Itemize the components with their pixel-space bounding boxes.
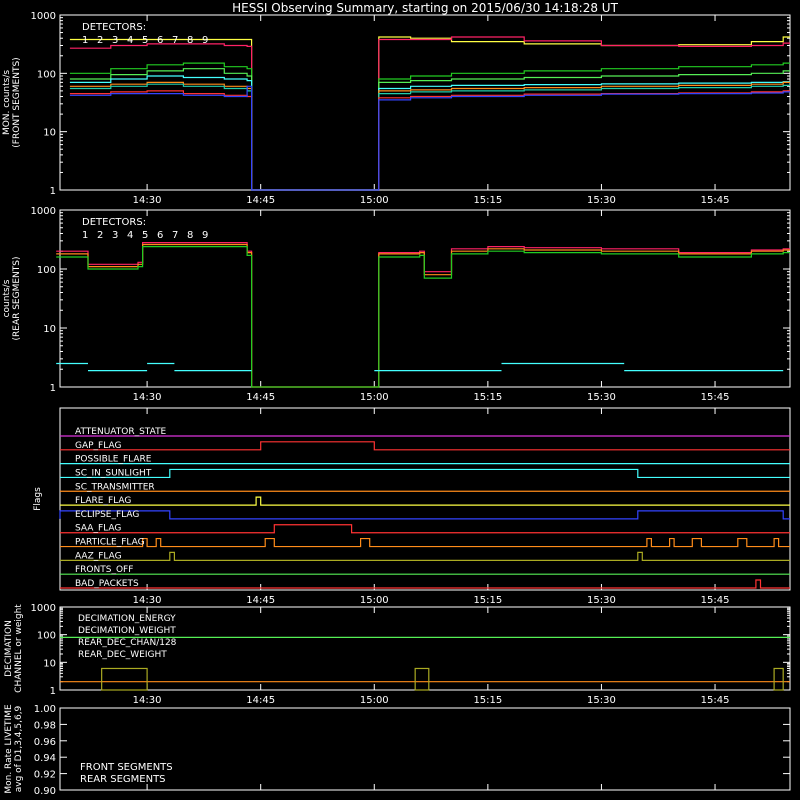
decimation-ytick-label: 1	[49, 686, 56, 697]
front-series-1	[70, 37, 790, 190]
rear-legend-label: 3	[112, 230, 119, 241]
livetime-ytick-label: 0.98	[33, 720, 56, 732]
front-ylabel	[2, 57, 22, 147]
flag-label: SAA_FLAG	[75, 523, 122, 534]
flag-row	[60, 524, 790, 534]
livetime-legend-label: FRONT SEGMENTS	[80, 762, 173, 773]
livetime-ylabel-line: avg of D1,3,4,5,6,9	[14, 705, 24, 793]
front-legend-label: 3	[112, 35, 119, 46]
decimation-ylabel	[4, 604, 24, 693]
rear-ylabel-line: counts/s	[2, 279, 12, 318]
flags-ylabel-line: Flags	[33, 487, 43, 511]
rear-series-2	[56, 245, 790, 388]
flag-label: SC_IN_SUNLIGHT	[75, 468, 152, 479]
decimation-xtick-label: 15:45	[700, 695, 730, 706]
flag-label: FLARE_FLAG	[75, 496, 132, 507]
flags-xtick-label: 14:30	[132, 595, 162, 606]
front-ytick-label: 10	[43, 127, 56, 139]
decimation-ytick-label: 10	[43, 658, 56, 670]
front-series-6	[70, 82, 790, 190]
flag-row	[60, 441, 790, 451]
front-legend-label: 6	[157, 35, 164, 46]
rear-ytick-label: 100	[36, 265, 56, 276]
flag-row	[60, 538, 790, 548]
rear-legend-title: DETECTORS:	[82, 217, 147, 228]
flag-label: SC_TRANSMITTER	[75, 482, 155, 493]
rear-ylabel-line: (REAR SEGMENTS)	[12, 256, 22, 341]
flag-label: AAZ_FLAG	[75, 551, 122, 562]
flag-row	[60, 468, 790, 478]
rear-panel-frame	[60, 210, 790, 387]
flag-trace	[60, 580, 790, 588]
rear-legend-label: 6	[157, 230, 164, 241]
front-series-8	[70, 91, 790, 190]
rear-legend-label: 7	[172, 230, 179, 241]
livetime-ytick-label: 0.96	[33, 736, 56, 748]
decimation-ytick-label: 100	[36, 630, 56, 642]
flags-panel-frame	[60, 408, 790, 590]
flag-label: GAP_FLAG	[75, 440, 122, 451]
flag-label: BAD_PACKETS	[75, 579, 139, 589]
livetime-ylabel	[4, 704, 24, 794]
flag-label: FRONTS_OFF	[75, 565, 134, 576]
rear-legend-label: 1	[82, 230, 89, 241]
front-series-9	[70, 86, 790, 190]
front-series-7	[70, 84, 790, 190]
rear-ytick-label: 10	[43, 324, 56, 335]
rear-series-3	[56, 247, 790, 387]
rear-ylabel	[2, 256, 22, 340]
flag-row	[60, 551, 790, 561]
front-xtick-label: 15:00	[359, 195, 389, 206]
front-xtick-label: 14:45	[246, 195, 276, 206]
rear-dec-weight-box	[102, 668, 147, 690]
flag-row	[60, 482, 790, 492]
flag-trace	[60, 511, 790, 519]
decimation-legend-label: DECIMATION_WEIGHT	[78, 626, 176, 636]
livetime-legend-label: REAR SEGMENTS	[80, 774, 166, 785]
front-legend-label: 9	[202, 35, 209, 46]
rear-xtick-label: 15:45	[700, 392, 730, 403]
flag-trace	[60, 525, 790, 533]
rear-series-1	[56, 243, 790, 387]
front-legend-label: 2	[97, 35, 104, 46]
flag-trace	[60, 442, 790, 450]
decimation-xtick-label: 15:30	[587, 695, 616, 706]
rear-series-low-counts	[56, 364, 783, 371]
decimation-ylabel-line: DECIMATION	[4, 620, 14, 677]
flag-label: ECLIPSE_FLAG	[75, 509, 140, 520]
front-legend-label: 7	[172, 35, 179, 46]
front-ylabel-line: (FRONT SEGMENTS)	[12, 57, 22, 148]
flag-row	[60, 427, 790, 437]
flag-label: ATTENUATOR_STATE	[75, 427, 167, 437]
front-ytick-label: 100	[36, 69, 56, 81]
rear-legend-label: 9	[202, 230, 209, 241]
rear-ytick-label: 1	[49, 383, 56, 394]
rear-xtick-label: 15:30	[587, 392, 616, 403]
front-xtick-label: 15:15	[473, 195, 503, 206]
rear-xtick-label: 14:45	[246, 392, 276, 403]
front-legend-label: 5	[142, 35, 149, 46]
flag-row	[60, 510, 790, 520]
front-xtick-label: 15:30	[587, 195, 616, 206]
livetime-ytick-label: 0.92	[33, 769, 56, 781]
front-ylabel-line: MON. counts/s	[2, 69, 12, 136]
front-ytick-label: 1	[49, 186, 56, 197]
flag-row	[60, 565, 790, 575]
flags-ylabel	[33, 487, 43, 511]
decimation-legend-label: REAR_DEC_CHAN/128	[78, 638, 177, 648]
front-ytick-label: 1000	[30, 11, 56, 22]
front-legend-label: 8	[187, 35, 194, 46]
flags-xtick-label: 15:00	[359, 595, 389, 606]
livetime-ytick-label: 0.90	[33, 786, 56, 797]
rear-legend-label: 5	[142, 230, 149, 241]
decimation-xtick-label: 14:30	[132, 695, 162, 706]
rear-dec-weight-box	[415, 668, 429, 690]
front-legend-title: DETECTORS:	[82, 22, 147, 33]
livetime-ytick-label: 0.94	[33, 753, 56, 765]
front-panel-frame	[60, 15, 790, 190]
rear-xtick-label: 15:00	[359, 392, 389, 403]
decimation-xtick-label: 15:15	[473, 695, 503, 706]
decimation-ylabel-line: CHANNEL or weight	[14, 604, 24, 693]
front-series-2	[70, 37, 790, 190]
decimation-legend-label: DECIMATION_ENERGY	[78, 614, 176, 624]
rear-legend-label: 2	[97, 230, 104, 241]
rear-ytick-label: 1000	[30, 206, 56, 217]
decimation-xtick-label: 14:45	[246, 695, 276, 706]
livetime-panel-frame	[60, 708, 790, 790]
rear-legend-label: 4	[127, 230, 134, 241]
rear-xtick-label: 14:30	[132, 392, 162, 403]
flag-label: PARTICLE_FLAG	[75, 537, 145, 548]
flag-trace	[60, 497, 790, 505]
rear-dec-weight-box	[774, 668, 783, 690]
front-xtick-label: 14:30	[132, 195, 162, 206]
flag-label: POSSIBLE_FLARE	[75, 454, 152, 465]
livetime-ylabel-line: Mon. Rate LIVETIME	[4, 704, 14, 794]
flags-xtick-label: 15:30	[587, 595, 616, 606]
flag-trace	[60, 539, 790, 547]
decimation-xtick-label: 15:00	[359, 695, 389, 706]
decimation-legend-label: REAR_DEC_WEIGHT	[78, 650, 167, 660]
flag-row	[60, 579, 790, 589]
flag-trace	[60, 469, 790, 477]
rear-legend-label: 8	[187, 230, 194, 241]
rear-xtick-label: 15:15	[473, 392, 503, 403]
flags-xtick-label: 15:15	[473, 595, 503, 606]
flag-trace	[60, 552, 790, 560]
flag-row	[60, 455, 790, 465]
flag-row	[60, 496, 790, 506]
chart-title: HESSI Observing Summary, starting on 2015/06/30 14:18:28 UT	[232, 1, 618, 15]
front-legend-label: 4	[127, 35, 134, 46]
flags-xtick-label: 15:45	[700, 595, 730, 606]
front-xtick-label: 15:45	[700, 195, 730, 206]
decimation-ytick-label: 1000	[30, 603, 56, 614]
front-legend-label: 1	[82, 35, 89, 46]
flags-xtick-label: 14:45	[246, 595, 276, 606]
livetime-ytick-label: 1.00	[33, 704, 56, 715]
